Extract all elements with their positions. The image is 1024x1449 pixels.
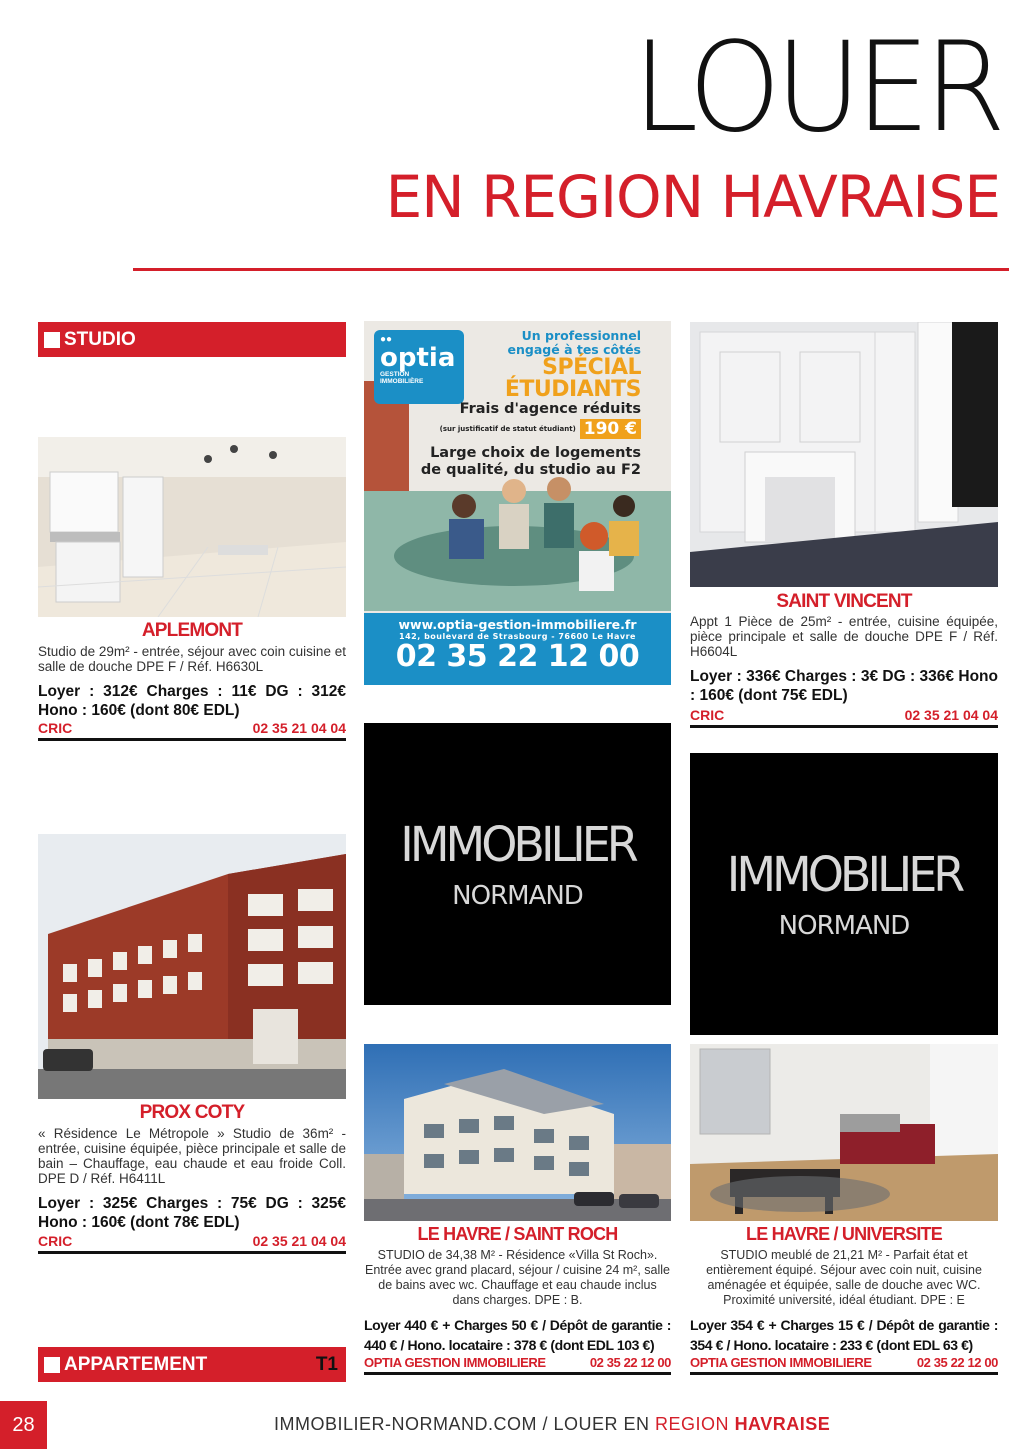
ad-choice: Large choix de logements (430, 444, 641, 461)
placeholder-logo-line2: NORMAND (778, 911, 910, 941)
ad-fees-price: 190 € (580, 419, 641, 439)
ad-tagline: engagé à tes côtés (507, 342, 641, 357)
listing-photo-universite[interactable] (690, 1044, 998, 1221)
footer-separator: / (537, 1414, 554, 1434)
ad-phone[interactable]: 02 35 22 12 00 (395, 639, 640, 674)
agency-name[interactable]: OPTIA GESTION IMMOBILIERE (364, 1355, 546, 1370)
ad-fees-note: (sur justificatif de statut étudiant) (439, 424, 576, 433)
ad-fees: Frais d'agence réduits (459, 401, 641, 417)
listing-agency-row (690, 1355, 998, 1375)
listing-price: Loyer : 336€ Charges : 3€ DG : 336€ Hono : 160€ (dont 75€ EDL) (690, 668, 998, 704)
placeholder-logo (690, 753, 998, 1035)
listing-description: Studio de 29m² - entrée, séjour avec coin cuisine et salle de douche DPE F / Réf. H6630L (38, 644, 346, 674)
footer-word: HAVRAISE (734, 1414, 831, 1434)
agency-name[interactable]: CRIC (38, 1233, 73, 1249)
listing-description: « Résidence Le Métropole » Studio de 36m² - entrée, cuisine équipée, pièce principale et salle de bain – Chauffage, eau chaude et eau froide Coll. DPE D / Réf. H6411L (38, 1126, 346, 1186)
placeholder-logo (364, 723, 671, 1005)
agency-name[interactable]: OPTIA GESTION IMMOBILIERE (690, 1355, 872, 1370)
optia-logo-icon: ●● (380, 334, 393, 345)
listing-agency-row (364, 1355, 671, 1375)
listing-agency-row (690, 707, 998, 728)
listing-photo-prox-coty[interactable] (38, 834, 346, 1099)
ad-website[interactable]: www.optia-gestion-immobiliere.fr (398, 617, 637, 632)
ad-special: SPÉCIAL (542, 355, 641, 380)
ad-headline (421, 329, 641, 479)
listing-photo-saint-vincent[interactable] (690, 322, 998, 587)
agency-name[interactable]: CRIC (38, 720, 73, 736)
placeholder-logo-line1: IMMOBILIER (400, 815, 635, 873)
placeholder-logo-line2: NORMAND (452, 881, 583, 911)
page-subtitle: EN REGION HAVRAISE (385, 163, 1000, 231)
square-bullet-icon (44, 332, 60, 348)
section-appartement (38, 1347, 346, 1382)
page-title: LOUER (632, 14, 1000, 160)
section-studio-label: STUDIO (64, 328, 136, 350)
listing-title: LE HAVRE / SAINT ROCH (417, 1224, 618, 1244)
agency-phone[interactable]: 02 35 21 04 04 (904, 707, 998, 723)
listing-photo-saint-roch[interactable] (364, 1044, 671, 1221)
optia-logo-sub: IMMOBILIÈRE (380, 378, 424, 385)
listing-description: Appt 1 Pièce de 25m² - entrée, cuisine équipée, pièce principale et salle de douche DPE F / Réf. H6604L (690, 614, 998, 659)
page-number: 28 (0, 1401, 47, 1449)
listing-description: STUDIO de 34,38 M² - Résidence «Villa St Roch». Entrée avec grand placard, séjour / cuisine 24 m², salle de bains avec wc. Chauffage et eau chaude inclus dans charges. DPE : B. (364, 1248, 671, 1307)
header-divider (133, 268, 1009, 271)
listing-description: STUDIO meublé de 21,21 M² - Parfait état et entièrement équipé. Séjour avec coin nuit, cuisine aménagée et équipée, salle de douche avec WC. Proximité université, idéal étudiant. DPE : E (706, 1248, 982, 1307)
listing-price: Loyer 440 € + Charges 50 € / Dépôt de garantie : 440 € / Hono. locataire : 378 € (dont EDL 103 €) (364, 1317, 671, 1353)
agency-phone[interactable]: 02 35 22 12 00 (589, 1355, 671, 1370)
listing-price: Loyer : 312€ Charges : 11€ DG : 312€ Hono : 160€ (dont 80€ EDL) (38, 683, 346, 719)
listing-title: APLEMONT (141, 620, 243, 641)
footer-word: LOUER EN (553, 1414, 656, 1434)
agency-phone[interactable]: 02 35 22 12 00 (916, 1355, 998, 1370)
ad-contact-band (364, 613, 671, 685)
placeholder-logo-line1: IMMOBILIER (726, 845, 962, 903)
listing-price: Loyer 354 € + Charges 15 € / Dépôt de garantie : 354 € / Hono. locataire : 233 € (dont EDL 63 €) (690, 1317, 998, 1353)
ad-choice: de qualité, du studio au F2 (420, 461, 641, 478)
section-appartement-type: T1 (315, 1353, 338, 1375)
optia-advertisement[interactable] (364, 321, 671, 685)
listing-price: Loyer : 325€ Charges : 75€ DG : 325€ Hono : 160€ (dont 78€ EDL) (38, 1195, 346, 1231)
agency-phone[interactable]: 02 35 21 04 04 (252, 1233, 346, 1249)
optia-logo-name: optia (380, 343, 456, 373)
optia-logo-sub: GESTION (380, 371, 410, 378)
footer-text (274, 1414, 830, 1435)
footer-word: REGION (655, 1414, 735, 1434)
agency-phone[interactable]: 02 35 21 04 04 (252, 720, 346, 736)
listing-title: LE HAVRE / UNIVERSITE (746, 1224, 942, 1244)
ad-address: 142, boulevard de Strasbourg - 76600 Le Havre (399, 632, 636, 641)
footer-site[interactable]: IMMOBILIER-NORMAND.COM (274, 1414, 537, 1434)
square-bullet-icon (44, 1357, 60, 1373)
ad-tagline: Un professionnel (521, 328, 641, 343)
listing-title: SAINT VINCENT (776, 591, 912, 612)
listing-agency-row (38, 720, 346, 741)
listing-title: PROX COTY (139, 1102, 245, 1123)
listing-agency-row (38, 1233, 346, 1254)
section-studio (38, 322, 346, 357)
agency-name[interactable]: CRIC (690, 707, 725, 723)
section-appartement-label: APPARTEMENT (64, 1353, 208, 1375)
ad-special: ÉTUDIANTS (504, 377, 641, 402)
listing-photo-aplemont[interactable] (38, 437, 346, 617)
